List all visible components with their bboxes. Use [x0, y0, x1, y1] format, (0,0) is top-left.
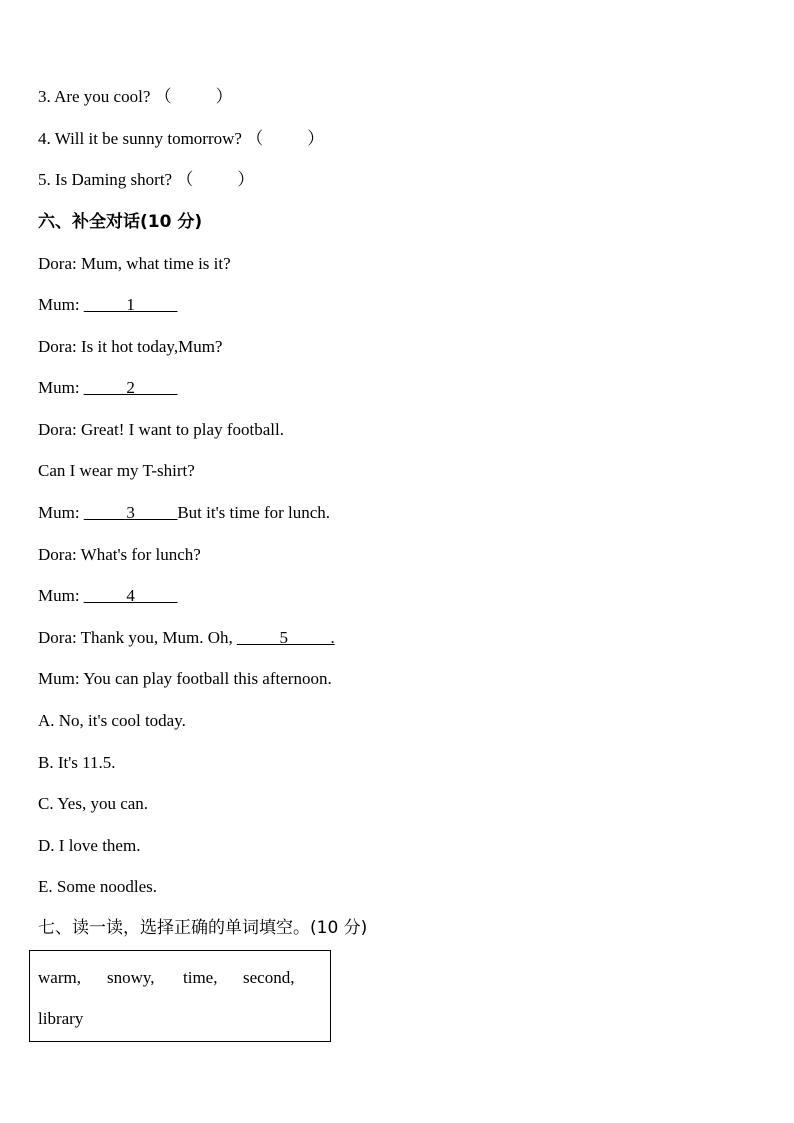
- dialogue-text: Is it hot today,Mum?: [80, 337, 223, 356]
- answer-blank-5[interactable]: _____5_____.: [236, 628, 335, 647]
- dialogue-line: [38, 336, 222, 358]
- dialogue-line: [38, 253, 231, 275]
- section-7-title: 七、读一读，选择正确的单词填空。(10 分): [38, 918, 368, 938]
- dialogue-text: Mum, what time is it?: [80, 254, 231, 273]
- answer-paren-open: （: [154, 87, 172, 106]
- question-text: Is Daming short?: [55, 170, 173, 189]
- speaker-label: Dora:: [38, 628, 77, 647]
- speaker-label: Mum:: [38, 503, 80, 522]
- dialogue-line: [38, 377, 177, 399]
- word-bank-box: [29, 950, 331, 1042]
- answer-blank-1[interactable]: _____1_____: [83, 295, 178, 314]
- speaker-label: Dora:: [38, 337, 77, 356]
- answer-paren-close: ）: [237, 170, 255, 189]
- word-bank-item: library: [38, 1009, 84, 1028]
- word-bank-item: snowy,: [107, 968, 155, 987]
- dialogue-text: You can play football this afternoon.: [83, 669, 332, 688]
- dialogue-line: [38, 627, 335, 649]
- dialogue-line: [38, 294, 177, 316]
- word-bank-item: warm,: [38, 968, 81, 987]
- word-bank-item: second,: [243, 968, 295, 987]
- answer-paren-close: ）: [307, 129, 325, 148]
- question-4: [38, 128, 324, 150]
- option-b: B. It's 11.5.: [38, 753, 116, 772]
- question-text: Will it be sunny tomorrow?: [54, 129, 242, 148]
- speaker-label: Mum:: [38, 669, 80, 688]
- speaker-label: Dora:: [38, 254, 77, 273]
- dialogue-text: Great! I want to play football.: [80, 420, 284, 439]
- speaker-label: Mum:: [38, 295, 80, 314]
- dialogue-line: [38, 544, 201, 566]
- dialogue-line: [38, 585, 177, 607]
- answer-paren-open: （: [176, 170, 194, 189]
- answer-paren-open: （: [246, 129, 264, 148]
- option-c: C. Yes, you can.: [38, 794, 149, 813]
- question-text: Are you cool?: [54, 87, 151, 106]
- question-number: 3.: [38, 87, 51, 106]
- dialogue-line: [38, 502, 330, 524]
- answer-blank-4[interactable]: _____4_____: [83, 586, 178, 605]
- question-3: [38, 86, 233, 108]
- speaker-label: Mum:: [38, 378, 80, 397]
- word-bank-item: time,: [183, 968, 218, 987]
- dialogue-text: What's for lunch?: [80, 545, 201, 564]
- option-a: A. No, it's cool today.: [38, 711, 186, 730]
- dialogue-line: [38, 460, 195, 482]
- option-d: D. I love them.: [38, 836, 141, 855]
- question-number: 4.: [38, 129, 51, 148]
- speaker-label: Dora:: [38, 545, 77, 564]
- question-5: [38, 169, 254, 191]
- question-number: 5.: [38, 170, 51, 189]
- dialogue-line: [38, 668, 332, 690]
- answer-blank-3[interactable]: _____3_____: [83, 503, 178, 522]
- dialogue-text: Can I wear my T-shirt?: [38, 461, 195, 480]
- section-6-title: 六、补全对话(10 分): [38, 212, 203, 232]
- dialogue-text: But it's time for lunch.: [177, 503, 331, 522]
- speaker-label: Dora:: [38, 420, 77, 439]
- answer-paren-close: ）: [215, 87, 233, 106]
- dialogue-line: [38, 419, 284, 441]
- option-e: E. Some noodles.: [38, 877, 157, 896]
- dialogue-text: Thank you, Mum. Oh,: [80, 628, 233, 647]
- speaker-label: Mum:: [38, 586, 80, 605]
- answer-blank-2[interactable]: _____2_____: [83, 378, 178, 397]
